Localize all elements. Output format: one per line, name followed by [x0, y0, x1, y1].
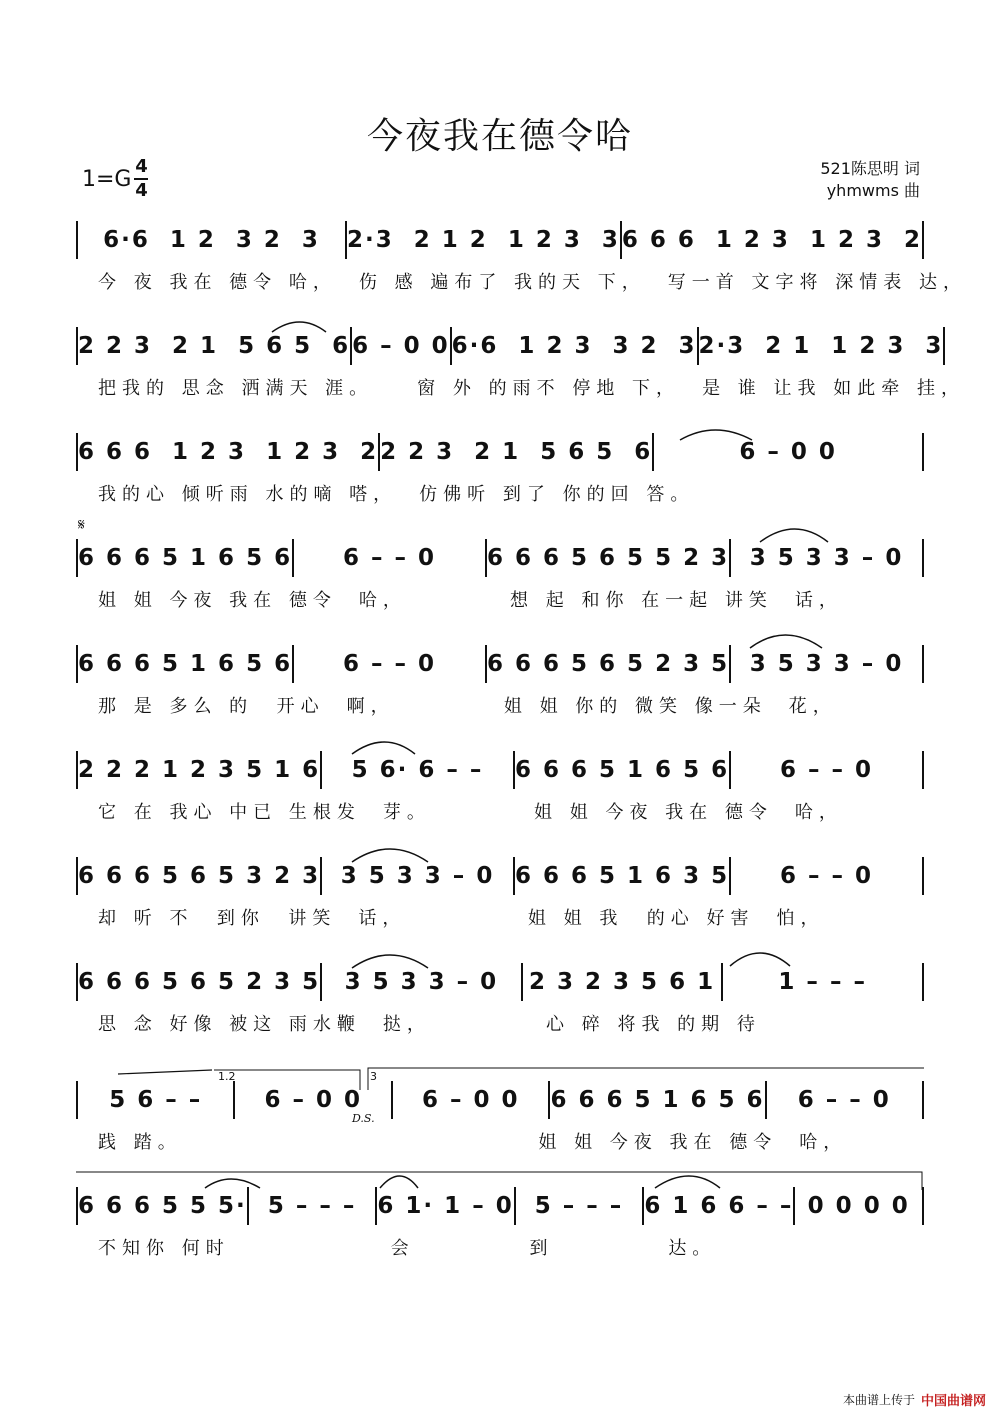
score-row [76, 854, 924, 934]
measure: 5 6 – – [109, 1087, 203, 1113]
barline [922, 539, 924, 577]
lyric-segment: 不知你 何时 [98, 1238, 230, 1259]
measure: 2 2 3 2 1 5 6 5 6 [380, 439, 653, 465]
score-row [76, 430, 924, 510]
lyric-segment: 花， [788, 696, 837, 717]
measure: 6 6 6 5 1 6 5 6 [78, 651, 293, 677]
barline [922, 433, 924, 471]
lyrics-line [76, 480, 924, 508]
measure: 6 1 6 6 – – [644, 1193, 794, 1219]
barline [922, 1187, 924, 1225]
notation-line [76, 1078, 924, 1122]
lyric-segment: 它 在 我心 中已 生根发 [98, 802, 361, 823]
measure: 2·3 2 1 1 2 3 3 [698, 333, 944, 359]
lyric-segment: 写一首 文字将 深情表 达， [667, 272, 967, 293]
notation-line [76, 960, 924, 1004]
measure: 6 6 6 1 2 3 1 2 3 2 [78, 439, 379, 465]
notation-line [76, 324, 944, 368]
lyric-segment: 达。 [668, 1238, 717, 1259]
measure: 5 – – – [534, 1193, 624, 1219]
score-row [76, 1184, 924, 1264]
lyrics-line [76, 1010, 924, 1038]
lyric-segment: 那 是 多么 的 开心 [98, 696, 325, 717]
score-title: 今夜我在德令哈 [366, 116, 633, 157]
time-signature [134, 158, 148, 200]
measure: 6 – 0 0 [421, 1087, 520, 1113]
notation-line [76, 748, 924, 792]
lyric-segment [230, 1234, 369, 1262]
score-row [76, 748, 924, 828]
notation-line [76, 1184, 924, 1228]
key-label: 1=G [82, 166, 132, 192]
measure: 6 – 0 0 [739, 439, 837, 465]
lyric-segment: 到 [529, 1238, 554, 1259]
lyrics-line [76, 1128, 924, 1156]
lyric-segment: 啊， [346, 696, 395, 717]
lyric-segment: 会 [390, 1238, 415, 1259]
measure: 6 – – 0 [780, 757, 874, 783]
lyric-segment: 哈， [799, 1132, 848, 1153]
key-signature [82, 158, 148, 200]
lyric-segment: 姐 姐 今夜 我在 德令 [534, 802, 773, 823]
measure: 6·6 1 2 3 3 2 3 [451, 333, 697, 359]
measure: 6 6 6 5 6 5 3 2 3 [78, 863, 321, 889]
lyrics-line [76, 268, 967, 296]
notation-line [76, 536, 924, 580]
lyric-segment: 思 念 好像 被这 雨水鞭 [98, 1014, 361, 1035]
lyrics-line [76, 586, 924, 614]
lyric-segment: 挞， [382, 1014, 431, 1035]
score-row [76, 960, 924, 1040]
lyric-segment [223, 1128, 370, 1156]
lyrics-line [76, 1234, 924, 1262]
notation-line [76, 642, 924, 686]
lyric-segment: 仿佛听 到了 你的回 答。 [419, 484, 695, 505]
lyric-segment: 姐 姐 今夜 我在 德令 [538, 1132, 778, 1153]
lyrics-line [76, 904, 924, 932]
notation-line [76, 430, 924, 474]
measure: 5 6· 6 – – [351, 757, 484, 783]
measure: 3 5 3 3 – 0 [749, 651, 904, 677]
score-row [76, 324, 965, 404]
measure: 6 6 6 5 6 5 5 2 3 [487, 545, 730, 571]
measure: 6 6 6 5 1 6 5 6 [515, 757, 730, 783]
lyric-segment: 芽。 [382, 802, 431, 823]
measure: 3 5 3 3 – 0 [344, 969, 499, 995]
lyric-segment: 践 踏。 [98, 1132, 182, 1153]
score-row [76, 218, 967, 298]
measure: 6·6 1 2 3 2 3 [103, 227, 320, 253]
lyric-segment: 我的心 倾听雨 水的嘀 嗒， [98, 484, 398, 505]
lyric-segment: 心 碎 将我 的期 待 [546, 1014, 761, 1035]
lyric-segment: 话， [358, 908, 407, 929]
measure: 3 5 3 3 – 0 [340, 863, 495, 889]
lyric-segment: 想 起 和你 在一起 讲笑 [510, 590, 773, 611]
measure: 6 – – 0 [343, 651, 437, 677]
measure: 1 – – – [778, 969, 867, 995]
lyric-segment: 姐 姐 你的 微笑 像一朵 [503, 696, 767, 717]
measure: 6 – – 0 [343, 545, 437, 571]
measure: 6 6 6 1 2 3 1 2 3 2 [621, 227, 922, 253]
measure: 2·3 2 1 2 1 2 3 3 [347, 227, 620, 253]
measure: 6 – – 0 [780, 863, 874, 889]
measure: 6 1· 1 – 0 [377, 1193, 514, 1219]
notation-line [76, 218, 924, 262]
notation-line [76, 854, 924, 898]
measure: 6 6 6 5 6 5 2 3 5 [78, 969, 321, 995]
segno-sign: 𝄋 [78, 515, 85, 534]
lyric-segment: 却 听 不 到你 讲笑 [98, 908, 337, 929]
footer-text: 本曲谱上传于 [842, 1393, 915, 1407]
lyric-segment [370, 1128, 517, 1156]
measure: 2 3 2 3 5 6 1 [529, 969, 716, 995]
lyric-segment: 窗 外 的雨不 停地 下， [417, 378, 681, 399]
lyric-segment: 是 谁 让我 如此牵 挂， [702, 378, 965, 399]
lyric-segment: 姐 姐 我 的心 好害 [527, 908, 755, 929]
barline [922, 751, 924, 789]
lyric-segment [785, 1234, 924, 1262]
barline [922, 857, 924, 895]
lyric-segment: 哈， [358, 590, 407, 611]
measure: 3 5 3 3 – 0 [749, 545, 904, 571]
lyric-segment: 把我的 思念 洒满天 涯。 [98, 378, 374, 399]
barline [922, 1081, 924, 1119]
lyric-segment: 今 夜 我在 德令 哈， [98, 272, 337, 293]
time-denominator: 4 [135, 180, 148, 201]
measure: 6 6 6 5 1 6 5 6 [78, 545, 293, 571]
lyricist-credit: 521陈思明 词 [820, 159, 920, 178]
barline [922, 221, 924, 259]
measure: 6 – 0 0 [264, 1087, 362, 1113]
composer-credit: yhmwms 曲 [826, 181, 920, 200]
volta-1-2-label: 1.2 [218, 1070, 236, 1083]
lyric-segment: 姐 姐 今夜 我在 德令 [98, 590, 337, 611]
lyric-segment: 哈， [794, 802, 843, 823]
volta-3-label: 3 [370, 1070, 377, 1083]
lyrics-line [76, 374, 965, 402]
lyric-segment: 伤 感 遍布了 我的天 下， [358, 272, 646, 293]
lyric-segment [694, 480, 924, 508]
credits [820, 158, 920, 202]
barline [922, 645, 924, 683]
time-numerator: 4 [135, 156, 148, 177]
barline [922, 963, 924, 1001]
barline [943, 327, 945, 365]
ds-sign: D.S. [352, 1112, 375, 1125]
lyric-segment [761, 1010, 924, 1038]
lyric-segment [373, 374, 395, 402]
lyric-segment: 怕， [776, 908, 825, 929]
measure: 5 – – – [267, 1193, 357, 1219]
measure: 6 – – 0 [797, 1087, 891, 1113]
score-row [76, 536, 924, 616]
measure: 6 6 6 5 6 5 2 3 5 [487, 651, 730, 677]
site-logo: 中国曲谱网 [920, 1394, 986, 1409]
footer [843, 1390, 986, 1409]
measure: 6 6 6 5 1 6 3 5 [515, 863, 730, 889]
lyric-segment: 话， [794, 590, 843, 611]
measure: 6 6 6 5 5 5· [78, 1193, 247, 1219]
measure: 2 2 3 2 1 5 6 5 6 [78, 333, 351, 359]
measure: 6 – 0 0 [352, 333, 450, 359]
lyrics-line [76, 692, 924, 720]
measure: 0 0 0 0 [807, 1193, 910, 1219]
lyrics-line [76, 798, 924, 826]
score-row [76, 642, 924, 722]
measure: 6 6 6 5 1 6 5 6 [550, 1087, 765, 1113]
score-row [76, 1078, 924, 1158]
measure: 2 2 2 1 2 3 5 1 6 [78, 757, 321, 783]
